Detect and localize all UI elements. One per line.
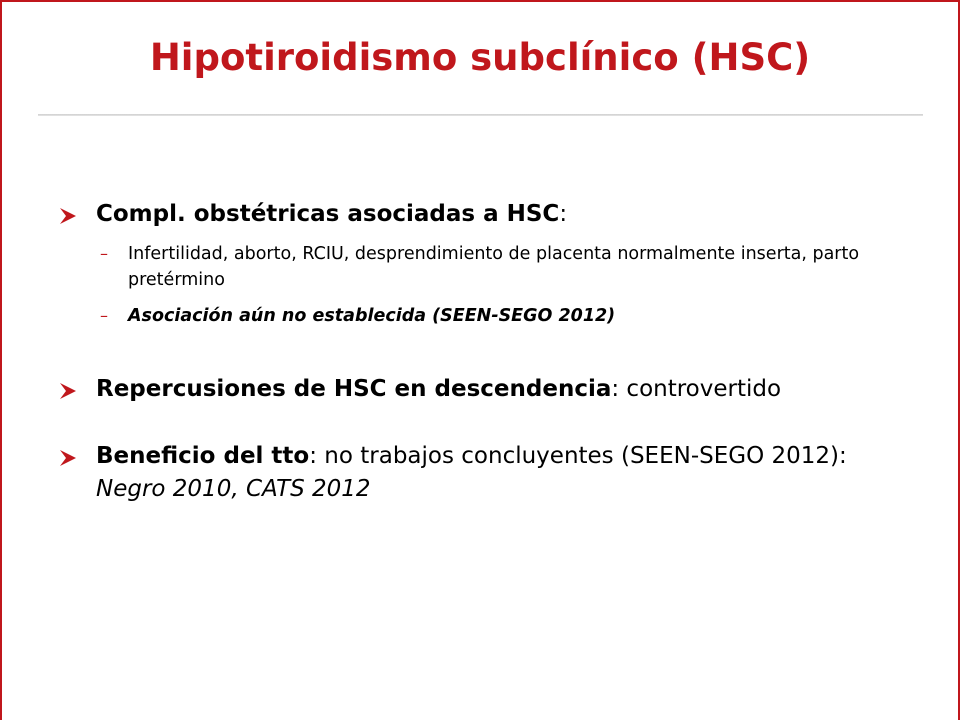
bullet-bold-text: Repercusiones de HSC en descendencia [96,376,612,402]
slide-content [58,198,918,506]
arrow-bullet-icon [58,198,96,225]
title-divider [38,114,923,116]
bullet-rest-text: : controvertido [611,376,782,402]
sub-bullet-text: Infertilidad, aborto, RCIU, desprendimiento de placenta normalmente inserta, parto pretérmino [128,244,860,290]
arrow-bullet-icon [58,440,96,467]
dash-bullet-icon: – [100,306,108,325]
sub-bullet-text: Asociación aún no establecida (SEEN-SEGO 2012) [128,306,616,326]
bullet-item [58,373,918,406]
bullet-item [58,440,918,506]
slide-title: Hipotiroidismo subclínico (HSC) [149,36,811,79]
bullet-text [96,440,918,506]
bullet-rest-text: : [559,201,568,227]
bullet-bold-text: Beneficio del tto [96,443,310,469]
bullet-italic-text: Negro 2010, CATS 2012 [96,476,371,502]
arrow-bullet-icon [58,373,96,400]
bullet-text [96,373,918,406]
bullet-text [96,198,918,231]
bullet-item [58,198,918,231]
bullet-rest-text: : no trabajos concluyentes (SEEN-SEGO 2012): [309,443,847,469]
sub-bullet-item [100,303,918,329]
bullet-bold-text: Compl. obstétricas asociadas a HSC [96,201,560,227]
sub-bullet-item [100,241,918,293]
dash-bullet-icon: – [100,244,108,263]
